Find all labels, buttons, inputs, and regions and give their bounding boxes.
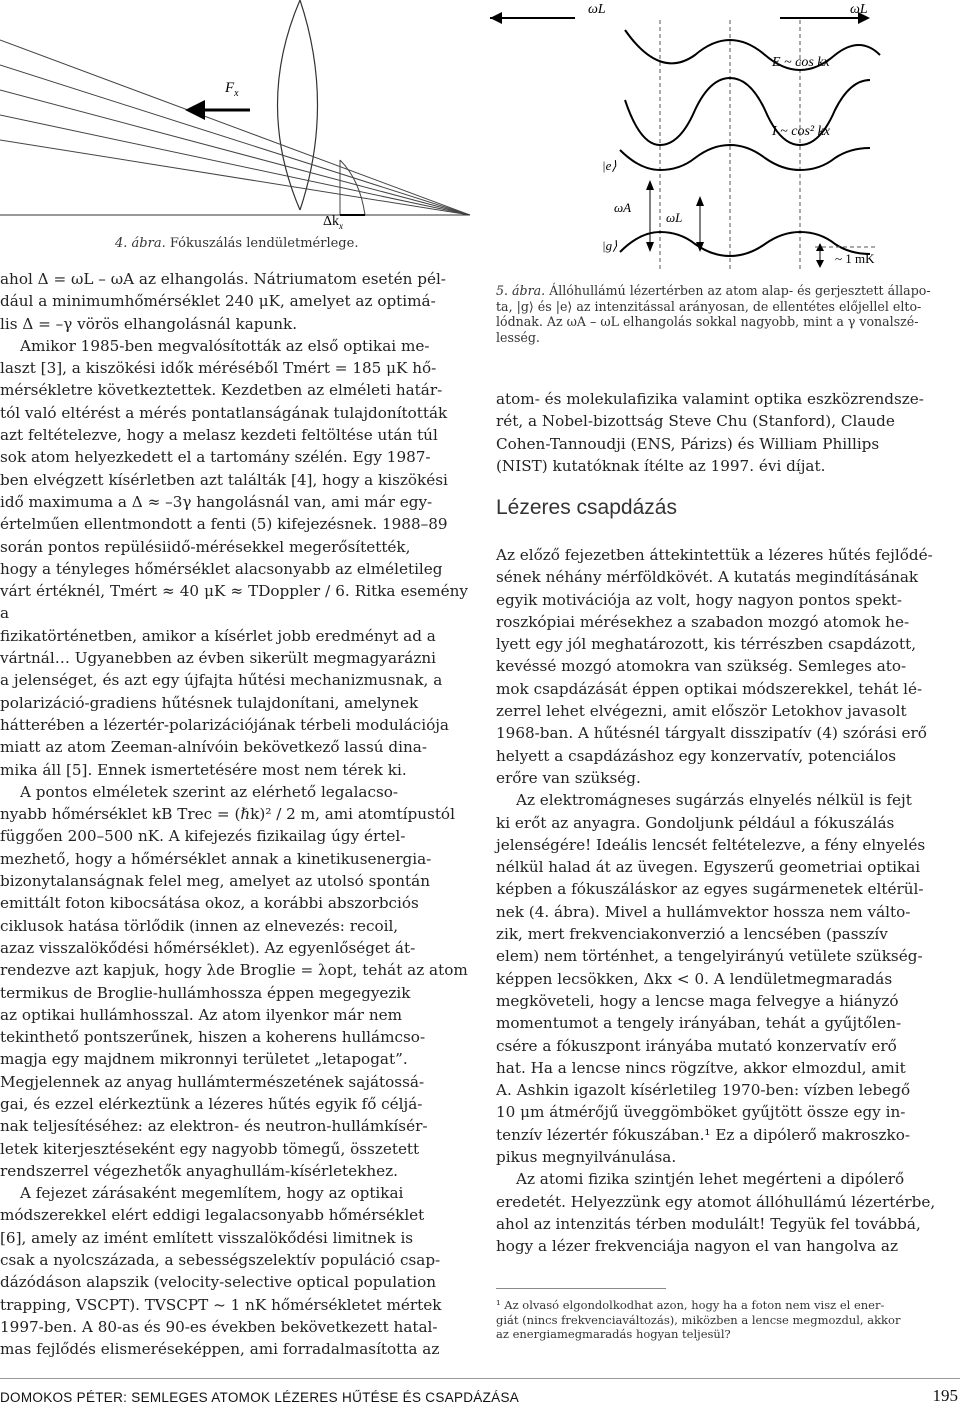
right-column-top: atom- és molekulafizika valamint optika eszközrendsze- rét, a Nobel-bizottság Steve Chu (Stanford), Claude Cohen-Tannoudji (ENS, Párizs) és William Phillips (NIST) kutatóknak ítélte az 1997. évi díjat. xyxy=(496,390,924,475)
figure-5-caption: 5. ábra. Állóhullámú lézertérben az atom alap- és gerjesztett állapo- ta, |g⟩ és |e⟩ az intenzitással arányosan, de ellentétes előjellel elto- lódnak. Az ωA – ωL elhangolás sokkal nagyobb, mint a γ vonalszé- lesség. xyxy=(496,283,931,345)
right-column: Az előző fejezetben áttekintettük a lézeres hűtés fejlődé- sének néhány mérföldkövét. A kutatás megindításának egyik motivációja az volt, hogy nagyon pontos spekt- roszkópiai mérésekhez a szabadon mozgó atomok he- lyett egy jól meghatározott, kis térrészben csapdázott, kevéssé mozgó atomokra van szükség. Semleges ato- mok csapdázását éppen optikai módszerekkel, tehát lé- zerrel lehet elvégezni, amit először Letokhov javasolt 1968-ban. A hűtésnél tárgyalt disszipatív (4) szórási erő helyett a csapdázáshoz egy konzervatív, potenciálos erőre van szükség. Az elektromágneses sugárzás elnyelés nélkül is fejt ki erőt az anyagra. Gondoljunk például a fókuszálás jelenségére! Ideális lencsét feltételezve, a fény elnyelés nélkül halad át az üvegen. Egyszerű geometriai optikai képben a fókuszáláskor az egyes sugármenetek eltérül- nek (4. ábra). Mivel a hullámvektor hossza nem válto- zik, mert frekvenciakonverzió a lencsében (passzív elem) nem történhet, a tengelyirányú vetülete szükség- képpen lecsökken, Δkx < 0. A lendületmegmaradás megköveteli, hogy a lencse maga felvegye a hiányzó momentumot a tengely irányában, tehát a gyűjtőlen- csére a fókuszpont irányába mutató konzervatív erő hat. Ha a lencse nincs rögzítve, akkor elmozdul, amit A. Ashkin igazolt kísérletileg 1970-ben: vízben lebegő 10 μm átmérőjű üveggömböket gyűjtött össze egy in- tenzív lézertér fókuszában.¹ Ez a dipólerő makroszko- pikus megnyilvánulása. Az atomi fizika szintjén lehet megérteni a dipólerő eredetét. Helyezzünk egy atomot állóhullámú lézertérbe, ahol az intenzitás térben modulált! Tegyük fel továbbá, hogy a lézer frekvenciája nagyon el van hangolva az xyxy=(496,546,936,1256)
figure-5-standing-wave xyxy=(490,0,960,275)
figure-4-caption: 4. ábra. Fókuszálás lendületmérlege. xyxy=(115,236,359,251)
left-column: ahol Δ = ωL – ωA az elhangolás. Nátriumatom esetén pél- dául a minimumhőmérséklet 240 μK, amelyet az optimá- lis Δ = –γ vörös elhangolásnál kapunk. Amikor 1985-ben megvalósították az első optikai me- laszt [3], a kiszökési idők méréséből Tmért = 185 μK hő- mérsékletre következtettek. Kezdetben az elméleti határ- tól való eltérést a mérés pontatlanságának tulajdonították azt feltételezve, hogy a melasz kezdeti feltöltése után túl sok atom helyezkedett el a tartomány szélén. Egy 1987- ben elvégzett kísérletben azt találták [4], hogy a kiszökési idő maximuma a Δ ≈ –3γ hangolásnál van, ami már egy- értelműen ellentmondott a fenti (5) kifejezésnek. 1988–89 során pontos repülésiidő-mérésekkel megerősítették, hogy a tényleges hőmérséklet alacsonyabb az elméletileg várt értéknél, Tmért ≈ 40 μK ≈ TDoppler / 6. Ritka esemény a fizikatörténetben, amikor a kísérlet jobb eredményt ad a vártnál… Ugyanebben az évben sikerült megmagyarázni a jelenséget, és azt egy újfajta hűtési mechanizmusnak, a polarizáció-gradiens hűtésnek tulajdonítani, amelynek hátterében a lézertér-polarizációjának térbeli modulációja miatt az atom Zeeman-alnívóin bekövetkező lassú dina- mika áll [5]. Ennek ismertetésére most nem térek ki. A pontos elméletek szerint az elérhető legalacso- nyabb hőmérséklet kB Trec = (ℏk)² / 2 m, ami atomtípustól függően 200–500 nK. A kifejezés fizikailag úgy értel- mezhető, hogy a hőmérséklet annak a kinetikusenergia- bizonytalanságnak felel meg, amelyet az utolsó spontán emittált foton kibocsátása okoz, a korábbi abszorbciós ciklusok hatása törlődik (innen az elnevezés: recoil, azaz visszalökődési hőmérséklet). Az egyenlőséget át- rendezve azt kapjuk, hogy λde Broglie = λopt, tehát az atom termikus de Broglie-hullámhossza éppen megegyezik az optikai hullámhosszal. Az atom ilyenkor már nem tekinthető pontszerűnek, hiszen a koherens hullámcso- magja egy majdnem mikronnyi területet „letapogat”. Megjelennek az anyag hullámtermészetének sajátossá- gai, és ezzel elérkeztünk a lézeres hűtés egyik fő céljá- nak teljesítéséhez: az elektron- és neutron-hullámkísér- letek kiterjesztéseként egy nagyobb tömegű, összetett rendszerrel végezhetők anyaghullám-kísérletekhez. A fejezet zárásaként megemlítem, hogy az optikai módszerekkel elért eddigi legalacsonyabb hőmérséklet [6], amely az imént említett visszalökődési limitnek is csak a nyolcszázada, a sebességszelektív populáció csap- dázódáson alapszik (velocity-selective optical population trapping, VSCPT). TVSCPT ~ 1 nK hőmérsékletet mértek 1997-ben. A 80-as és 90-es években bekövetkezett hatal- mas fejlődés elismeréseképpen, ami forradalmasította az xyxy=(0,270,468,1359)
label-1mk: ~ 1 mK xyxy=(835,251,875,266)
force-arrow-head xyxy=(185,100,205,120)
excited-state-curve xyxy=(620,145,870,170)
label-e-field: E ~ cos kx xyxy=(772,55,830,70)
force-label: $F_x$ xyxy=(225,80,239,99)
page-number: 195 xyxy=(932,1386,958,1405)
delta-k-label: $\Delta k_x$ xyxy=(323,214,344,231)
ground-state-curve xyxy=(620,232,870,256)
intensity-wave xyxy=(625,78,870,145)
section-heading: Lézeres csapdázás xyxy=(496,496,677,519)
label-omega-l: ωL xyxy=(666,210,683,225)
label-intensity: I ~ cos² kx xyxy=(772,124,831,139)
label-state-g: |g⟩ xyxy=(602,238,618,253)
footnote-rule xyxy=(496,1288,666,1289)
e-field-wave xyxy=(625,30,880,70)
beam-arrow-left xyxy=(490,12,502,24)
omega-l-left: ωL xyxy=(588,2,606,17)
running-title: DOMOKOS PÉTER: SEMLEGES ATOMOK LÉZERES HŰTÉSE ÉS CSAPDÁZÁSA xyxy=(0,1390,520,1405)
footnote: ¹ Az olvasó elgondolkodhat azon, hogy ha a foton nem visz el ener- giát (nincs frekvenciaváltozás), miközben a lencse megmozdul, akkor az energiamegmaradás hogyan teljesül? xyxy=(496,1298,901,1341)
omega-l-right: ωL xyxy=(850,2,868,17)
label-state-e: |e⟩ xyxy=(602,158,617,173)
figure-4-lens xyxy=(0,0,470,260)
label-omega-a: ωA xyxy=(614,200,632,215)
